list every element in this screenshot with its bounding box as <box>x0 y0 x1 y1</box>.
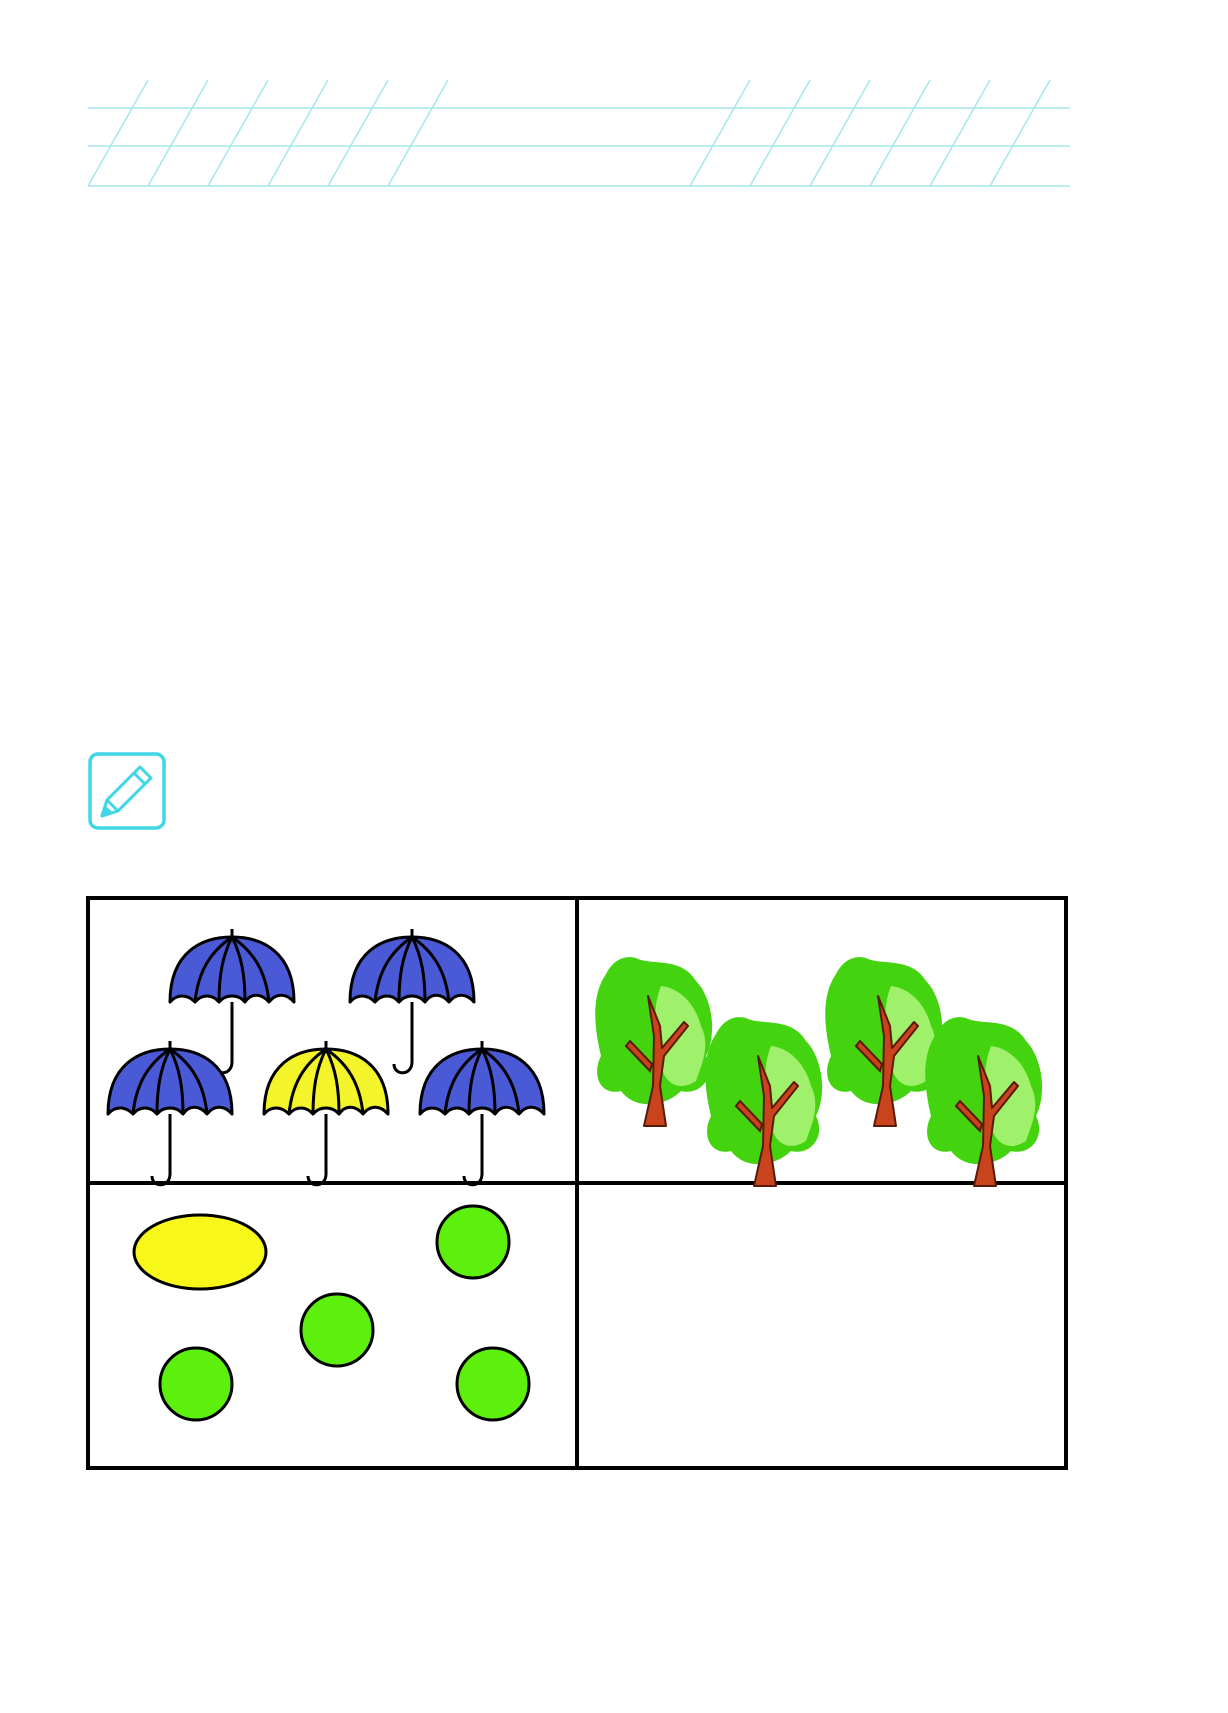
trees-panel <box>595 957 1042 1186</box>
pencil-icon <box>88 752 166 830</box>
umbrella-yellow <box>264 1041 388 1185</box>
tree <box>825 957 942 1126</box>
umbrella-blue <box>420 1041 544 1185</box>
tree <box>595 957 712 1126</box>
umbrella-blue <box>108 1041 232 1185</box>
green-circle <box>160 1348 232 1420</box>
shapes-panel <box>134 1206 529 1420</box>
umbrella-blue <box>350 929 474 1073</box>
green-circle <box>457 1348 529 1420</box>
tree <box>925 1017 1042 1186</box>
green-circle <box>437 1206 509 1278</box>
umbrella-panel <box>108 929 544 1185</box>
lesson-title <box>0 98 1228 152</box>
picture-grid <box>86 896 1068 1470</box>
yellow-ellipse <box>134 1215 266 1289</box>
green-circle <box>301 1294 373 1366</box>
tree <box>705 1017 822 1186</box>
